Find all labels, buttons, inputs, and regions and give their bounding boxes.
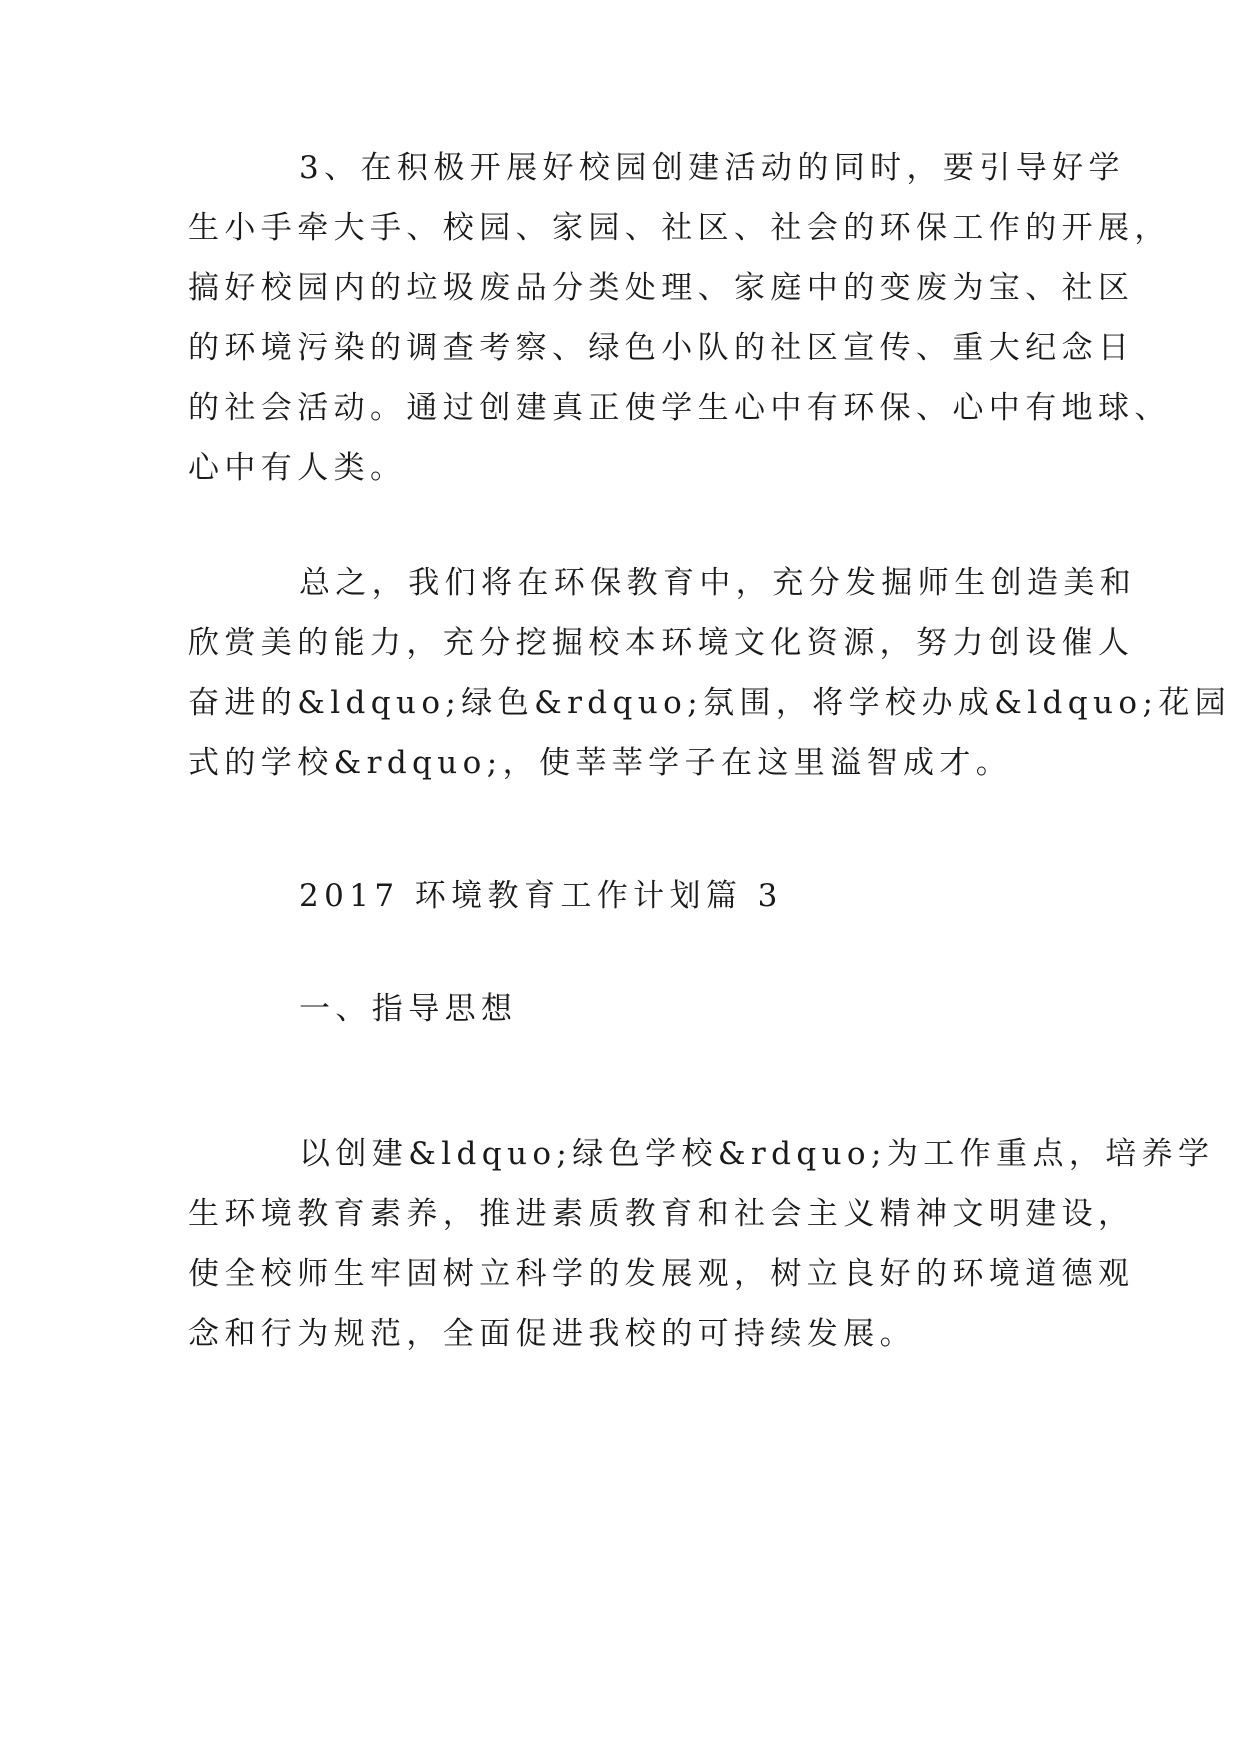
paragraph-line: 总之，我们将在环保教育中，充分发掘师生创造美和 [299,565,1137,601]
paragraph-line: 心中有人类。 [188,450,407,486]
paragraph-line: 式的学校&rdquo;，使莘莘学子在这里溢智成才。 [188,745,1013,781]
paragraph-summary [188,553,1232,793]
paragraph-line: 欣赏美的能力，充分挖掘校本环境文化资源，努力创设催人 [188,625,1135,661]
paragraph-line: 奋进的&ldquo;绿色&rdquo;氛围，将学校办成&ldquo;花园 [188,685,1232,721]
paragraph-line: 的社会活动。通过创建真正使学生心中有环保、心中有地球、 [188,390,1171,426]
paragraph-environmental-activities [188,138,1171,498]
paragraph-line: 念和行为规范，全面促进我校的可持续发展。 [188,1316,916,1352]
paragraph-line: 的环境污染的调查考察、绿色小队的社区宣传、重大纪念日 [188,330,1135,366]
paragraph-line: 生小手牵大手、校园、家园、社区、社会的环保工作的开展， [188,210,1171,246]
subheading-guiding-ideology: 一、指导思想 [299,991,518,1027]
section-title: 2017 环境教育工作计划篇 3 [299,878,783,914]
paragraph-line: 生环境教育素养，推进素质教育和社会主义精神文明建设， [188,1196,1135,1232]
paragraph-line: 以创建&ldquo;绿色学校&rdquo;为工作重点，培养学 [299,1136,1215,1172]
paragraph-guiding-ideology [188,1124,1215,1364]
paragraph-line: 使全校师生牢固树立科学的发展观，树立良好的环境道德观 [188,1256,1135,1292]
paragraph-line: 3、在积极开展好校园创建活动的同时，要引导好学 [299,150,1125,186]
paragraph-line: 搞好校园内的垃圾废品分类处理、家庭中的变废为宝、社区 [188,270,1135,306]
